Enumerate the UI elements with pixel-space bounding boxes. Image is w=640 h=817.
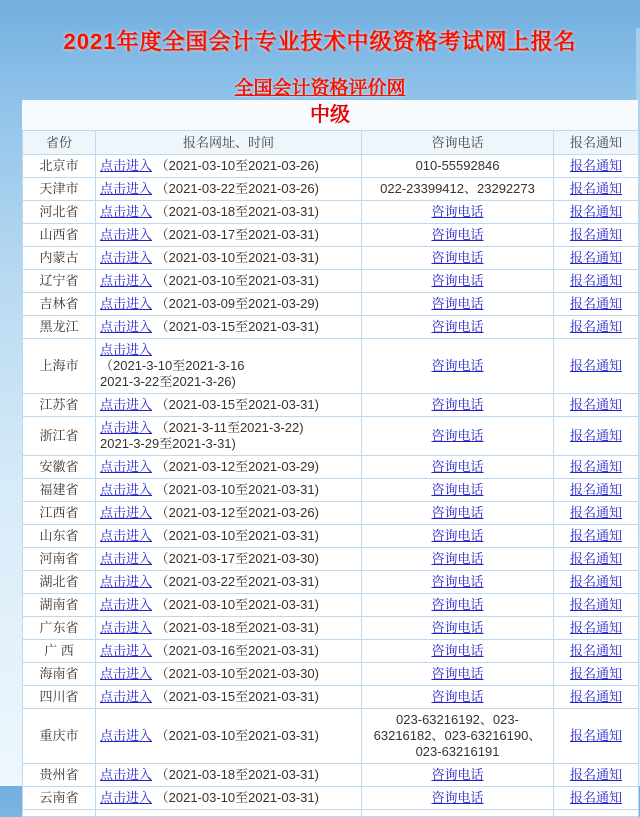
province-cell <box>23 640 96 663</box>
level-heading: 中级 <box>22 100 638 130</box>
notice-link[interactable]: 报名通知 <box>569 528 622 543</box>
phone-link[interactable]: 咨询电话 <box>431 767 484 782</box>
province-name: 辽宁省 <box>39 273 79 288</box>
empty-cell <box>23 810 96 817</box>
province-name: 内蒙古 <box>39 250 79 265</box>
entry-dates: （2021-03-09至2021-03-29) <box>155 296 319 311</box>
province-cell <box>23 686 96 709</box>
province-name: 河南省 <box>39 551 79 566</box>
phone-link[interactable]: 咨询电话 <box>431 273 484 288</box>
phone-link[interactable]: 咨询电话 <box>431 620 484 635</box>
province-cell <box>23 456 96 479</box>
entry-cell <box>96 709 362 764</box>
entry-cell <box>96 502 362 525</box>
entry-dates: （2021-03-10至2021-03-31) <box>155 597 319 612</box>
table-row <box>23 293 639 316</box>
province-cell <box>23 316 96 339</box>
header-phone: 咨询电话 <box>362 131 554 155</box>
entry-dates: （2021-03-10至2021-03-26) <box>155 158 319 173</box>
province-name: 山西省 <box>39 227 79 242</box>
province-name: 重庆市 <box>39 728 79 743</box>
province-name: 浙江省 <box>39 428 79 443</box>
enter-link[interactable]: 点击进入 <box>100 505 153 520</box>
phone-cell <box>362 663 554 686</box>
phone-cell <box>362 247 554 270</box>
entry-dates: （2021-03-22至2021-03-31) <box>155 574 319 589</box>
notice-link[interactable]: 报名通知 <box>569 273 622 288</box>
entry-cell <box>96 594 362 617</box>
notice-cell <box>554 178 639 201</box>
entry-cell <box>96 548 362 571</box>
table-row <box>23 178 639 201</box>
province-cell <box>23 617 96 640</box>
table-row <box>23 787 639 810</box>
enter-link[interactable]: 点击进入 <box>100 227 153 242</box>
notice-cell <box>554 571 639 594</box>
province-name: 上海市 <box>39 358 79 373</box>
table-row <box>23 548 639 571</box>
table-row <box>23 224 639 247</box>
notice-cell <box>554 316 639 339</box>
phone-link[interactable]: 咨询电话 <box>431 319 484 334</box>
notice-cell <box>554 270 639 293</box>
table-row <box>23 201 639 224</box>
phone-cell <box>362 417 554 456</box>
enter-link[interactable]: 点击进入 <box>100 342 153 357</box>
notice-link[interactable]: 报名通知 <box>569 620 622 635</box>
notice-cell <box>554 594 639 617</box>
phone-cell <box>362 394 554 417</box>
province-name: 四川省 <box>39 689 79 704</box>
province-cell <box>23 663 96 686</box>
phone-link[interactable]: 咨询电话 <box>431 643 484 658</box>
province-name: 江苏省 <box>39 397 79 412</box>
phone-link[interactable]: 咨询电话 <box>431 551 484 566</box>
entry-cell <box>96 178 362 201</box>
notice-link[interactable]: 报名通知 <box>569 643 622 658</box>
notice-cell <box>554 787 639 810</box>
entry-dates: （2021-03-18至2021-03-31) <box>155 620 319 635</box>
entry-cell <box>96 270 362 293</box>
phone-link[interactable]: 咨询电话 <box>431 428 484 443</box>
notice-link[interactable]: 报名通知 <box>569 397 622 412</box>
entry-cell <box>96 394 362 417</box>
site-link-row <box>0 73 640 100</box>
header-province: 省份 <box>23 131 96 155</box>
notice-cell <box>554 663 639 686</box>
phone-cell <box>362 594 554 617</box>
notice-cell <box>554 479 639 502</box>
enter-link[interactable]: 点击进入 <box>100 273 153 288</box>
notice-link[interactable]: 报名通知 <box>569 181 622 196</box>
entry-dates: （2021-03-10至2021-03-31) <box>155 790 319 805</box>
entry-cell <box>96 617 362 640</box>
entry-cell <box>96 417 362 456</box>
table-row <box>23 764 639 787</box>
entry-cell <box>96 201 362 224</box>
entry-dates: （2021-03-10至2021-03-31) <box>155 482 319 497</box>
notice-cell <box>554 548 639 571</box>
phone-cell <box>362 709 554 764</box>
phone-cell <box>362 548 554 571</box>
phone-cell <box>362 502 554 525</box>
entry-cell <box>96 686 362 709</box>
province-name: 云南省 <box>39 790 79 805</box>
province-cell <box>23 548 96 571</box>
phone-link[interactable]: 咨询电话 <box>431 528 484 543</box>
entry-cell <box>96 571 362 594</box>
enter-link[interactable]: 点击进入 <box>100 420 153 435</box>
phone-cell <box>362 201 554 224</box>
province-name: 天津市 <box>39 181 79 196</box>
entry-dates: （2021-3-10至2021-3-16 <box>100 358 245 373</box>
phone-cell <box>362 686 554 709</box>
notice-link[interactable]: 报名通知 <box>569 728 622 743</box>
entry-cell <box>96 764 362 787</box>
province-cell <box>23 224 96 247</box>
table-row <box>23 316 639 339</box>
enter-link[interactable]: 点击进入 <box>100 319 153 334</box>
province-cell <box>23 178 96 201</box>
enter-link[interactable]: 点击进入 <box>100 767 153 782</box>
entry-dates: （2021-03-15至2021-03-31) <box>155 397 319 412</box>
entry-dates: （2021-03-18至2021-03-31) <box>155 767 319 782</box>
entry-cell <box>96 316 362 339</box>
table-row <box>23 709 639 764</box>
province-name: 湖南省 <box>39 597 79 612</box>
province-cell <box>23 247 96 270</box>
entry-dates: （2021-3-11至2021-3-22) <box>155 420 304 435</box>
province-cell <box>23 479 96 502</box>
table-row <box>23 502 639 525</box>
registration-panel <box>22 100 638 817</box>
table-row <box>23 663 639 686</box>
phone-link[interactable]: 咨询电话 <box>431 666 484 681</box>
table-row <box>23 456 639 479</box>
phone-number: 010-55592846 <box>415 158 500 173</box>
phone-cell <box>362 316 554 339</box>
phone-link[interactable]: 咨询电话 <box>431 296 484 311</box>
phone-link[interactable]: 咨询电话 <box>431 204 484 219</box>
phone-link[interactable]: 咨询电话 <box>431 459 484 474</box>
site-link[interactable]: 全国会计资格评价网 <box>234 78 406 99</box>
province-name: 广 西 <box>44 643 74 658</box>
table-body <box>23 155 639 817</box>
phone-cell <box>362 224 554 247</box>
phone-link[interactable]: 咨询电话 <box>431 250 484 265</box>
entry-dates: 2021-3-22至2021-3-26) <box>100 374 236 389</box>
notice-link[interactable]: 报名通知 <box>569 358 622 373</box>
notice-cell <box>554 417 639 456</box>
table-row <box>23 479 639 502</box>
notice-link[interactable]: 报名通知 <box>569 459 622 474</box>
province-cell <box>23 502 96 525</box>
province-cell <box>23 293 96 316</box>
province-name: 北京市 <box>39 158 79 173</box>
province-name: 贵州省 <box>39 767 79 782</box>
phone-link[interactable]: 咨询电话 <box>431 505 484 520</box>
notice-link[interactable]: 报名通知 <box>569 319 622 334</box>
notice-cell <box>554 339 639 394</box>
enter-link[interactable]: 点击进入 <box>100 551 153 566</box>
province-name: 广东省 <box>39 620 79 635</box>
province-cell <box>23 571 96 594</box>
entry-dates: （2021-03-16至2021-03-31) <box>155 643 319 658</box>
province-cell <box>23 764 96 787</box>
table-row <box>23 525 639 548</box>
enter-link[interactable]: 点击进入 <box>100 689 153 704</box>
province-cell <box>23 709 96 764</box>
enter-link[interactable]: 点击进入 <box>100 296 153 311</box>
notice-link[interactable]: 报名通知 <box>569 250 622 265</box>
notice-link[interactable]: 报名通知 <box>569 597 622 612</box>
enter-link[interactable]: 点击进入 <box>100 459 153 474</box>
enter-link[interactable]: 点击进入 <box>100 597 153 612</box>
entry-cell <box>96 293 362 316</box>
enter-link[interactable]: 点击进入 <box>100 397 153 412</box>
phone-link[interactable]: 咨询电话 <box>431 597 484 612</box>
header-entry: 报名网址、时间 <box>96 131 362 155</box>
phone-cell <box>362 617 554 640</box>
entry-cell <box>96 224 362 247</box>
enter-link[interactable]: 点击进入 <box>100 620 153 635</box>
notice-cell <box>554 247 639 270</box>
entry-dates: （2021-03-10至2021-03-31) <box>155 250 319 265</box>
notice-cell <box>554 686 639 709</box>
phone-link[interactable]: 咨询电话 <box>431 397 484 412</box>
notice-cell <box>554 394 639 417</box>
notice-cell <box>554 640 639 663</box>
table-row <box>23 417 639 456</box>
phone-cell <box>362 640 554 663</box>
entry-cell <box>96 155 362 178</box>
entry-cell <box>96 640 362 663</box>
notice-link[interactable]: 报名通知 <box>569 551 622 566</box>
province-cell <box>23 339 96 394</box>
entry-cell <box>96 787 362 810</box>
enter-link[interactable]: 点击进入 <box>100 728 153 743</box>
phone-cell <box>362 178 554 201</box>
page-title: 2021年度全国会计专业技术中级资格考试网上报名 <box>63 29 577 54</box>
notice-cell <box>554 617 639 640</box>
notice-cell <box>554 709 639 764</box>
entry-dates: （2021-03-10至2021-03-31) <box>155 728 319 743</box>
phone-cell <box>362 479 554 502</box>
empty-cell <box>96 810 362 817</box>
entry-dates: （2021-03-10至2021-03-31) <box>155 528 319 543</box>
province-cell <box>23 787 96 810</box>
enter-link[interactable]: 点击进入 <box>100 181 153 196</box>
entry-cell <box>96 456 362 479</box>
notice-link[interactable]: 报名通知 <box>569 574 622 589</box>
province-name: 江西省 <box>39 505 79 520</box>
enter-link[interactable]: 点击进入 <box>100 158 153 173</box>
phone-link[interactable]: 咨询电话 <box>431 227 484 242</box>
entry-cell <box>96 339 362 394</box>
province-cell <box>23 594 96 617</box>
notice-cell <box>554 201 639 224</box>
table-row-partial <box>23 810 639 817</box>
notice-cell <box>554 155 639 178</box>
entry-dates: （2021-03-10至2021-03-31) <box>155 273 319 288</box>
empty-cell <box>362 810 554 817</box>
province-name: 河北省 <box>39 204 79 219</box>
province-name: 海南省 <box>39 666 79 681</box>
phone-link[interactable]: 咨询电话 <box>431 689 484 704</box>
notice-cell <box>554 764 639 787</box>
notice-cell <box>554 224 639 247</box>
entry-cell <box>96 525 362 548</box>
entry-dates: （2021-03-18至2021-03-31) <box>155 204 319 219</box>
entry-dates: 2021-3-29至2021-3-31) <box>100 436 236 451</box>
phone-cell <box>362 270 554 293</box>
entry-dates: （2021-03-12至2021-03-29) <box>155 459 319 474</box>
notice-cell <box>554 525 639 548</box>
province-name: 黑龙江 <box>39 319 79 334</box>
entry-dates: （2021-03-17至2021-03-31) <box>155 227 319 242</box>
notice-link[interactable]: 报名通知 <box>569 767 622 782</box>
entry-dates: （2021-03-15至2021-03-31) <box>155 319 319 334</box>
province-name: 湖北省 <box>39 574 79 589</box>
phone-link[interactable]: 咨询电话 <box>431 482 484 497</box>
province-name: 吉林省 <box>39 296 79 311</box>
entry-cell <box>96 663 362 686</box>
province-cell <box>23 201 96 224</box>
province-cell <box>23 525 96 548</box>
notice-link[interactable]: 报名通知 <box>569 482 622 497</box>
enter-link[interactable]: 点击进入 <box>100 643 153 658</box>
table-row <box>23 394 639 417</box>
table-row <box>23 339 639 394</box>
table-row <box>23 270 639 293</box>
notice-cell <box>554 502 639 525</box>
province-cell <box>23 417 96 456</box>
enter-link[interactable]: 点击进入 <box>100 790 153 805</box>
province-name: 安徽省 <box>39 459 79 474</box>
table-row <box>23 247 639 270</box>
table-row <box>23 617 639 640</box>
enter-link[interactable]: 点击进入 <box>100 482 153 497</box>
phone-link[interactable]: 咨询电话 <box>431 574 484 589</box>
table-header-row <box>23 131 639 155</box>
table-row <box>23 155 639 178</box>
enter-link[interactable]: 点击进入 <box>100 666 153 681</box>
enter-link[interactable]: 点击进入 <box>100 250 153 265</box>
table-row <box>23 640 639 663</box>
header-notice: 报名通知 <box>554 131 639 155</box>
phone-cell <box>362 155 554 178</box>
phone-link[interactable]: 咨询电话 <box>431 790 484 805</box>
entry-dates: （2021-03-10至2021-03-30) <box>155 666 319 681</box>
phone-cell <box>362 787 554 810</box>
phone-cell <box>362 456 554 479</box>
registration-table <box>22 130 639 817</box>
province-cell <box>23 155 96 178</box>
entry-dates: （2021-03-15至2021-03-31) <box>155 689 319 704</box>
enter-link[interactable]: 点击进入 <box>100 574 153 589</box>
entry-cell <box>96 247 362 270</box>
enter-link[interactable]: 点击进入 <box>100 204 153 219</box>
phone-cell <box>362 525 554 548</box>
province-name: 福建省 <box>39 482 79 497</box>
empty-cell <box>554 810 639 817</box>
phone-link[interactable]: 咨询电话 <box>431 358 484 373</box>
phone-cell <box>362 764 554 787</box>
entry-dates: （2021-03-12至2021-03-26) <box>155 505 319 520</box>
table-row <box>23 571 639 594</box>
phone-cell <box>362 339 554 394</box>
notice-link[interactable]: 报名通知 <box>569 227 622 242</box>
phone-number: 023-63216192、023-63216182、023-63216190、023-63216191 <box>373 712 542 759</box>
notice-link[interactable]: 报名通知 <box>569 666 622 681</box>
table-row <box>23 686 639 709</box>
notice-link[interactable]: 报名通知 <box>569 428 622 443</box>
table-row <box>23 594 639 617</box>
notice-link[interactable]: 报名通知 <box>569 204 622 219</box>
notice-cell <box>554 293 639 316</box>
entry-cell <box>96 479 362 502</box>
phone-number: 022-23399412、23292273 <box>380 181 535 196</box>
province-name: 山东省 <box>39 528 79 543</box>
phone-cell <box>362 571 554 594</box>
province-cell <box>23 394 96 417</box>
entry-dates: （2021-03-17至2021-03-30) <box>155 551 319 566</box>
phone-cell <box>362 293 554 316</box>
enter-link[interactable]: 点击进入 <box>100 528 153 543</box>
notice-link[interactable]: 报名通知 <box>569 158 622 173</box>
province-cell <box>23 270 96 293</box>
entry-dates: （2021-03-22至2021-03-26) <box>155 181 319 196</box>
notice-link[interactable]: 报名通知 <box>569 505 622 520</box>
notice-link[interactable]: 报名通知 <box>569 790 622 805</box>
notice-link[interactable]: 报名通知 <box>569 296 622 311</box>
notice-cell <box>554 456 639 479</box>
notice-link[interactable]: 报名通知 <box>569 689 622 704</box>
